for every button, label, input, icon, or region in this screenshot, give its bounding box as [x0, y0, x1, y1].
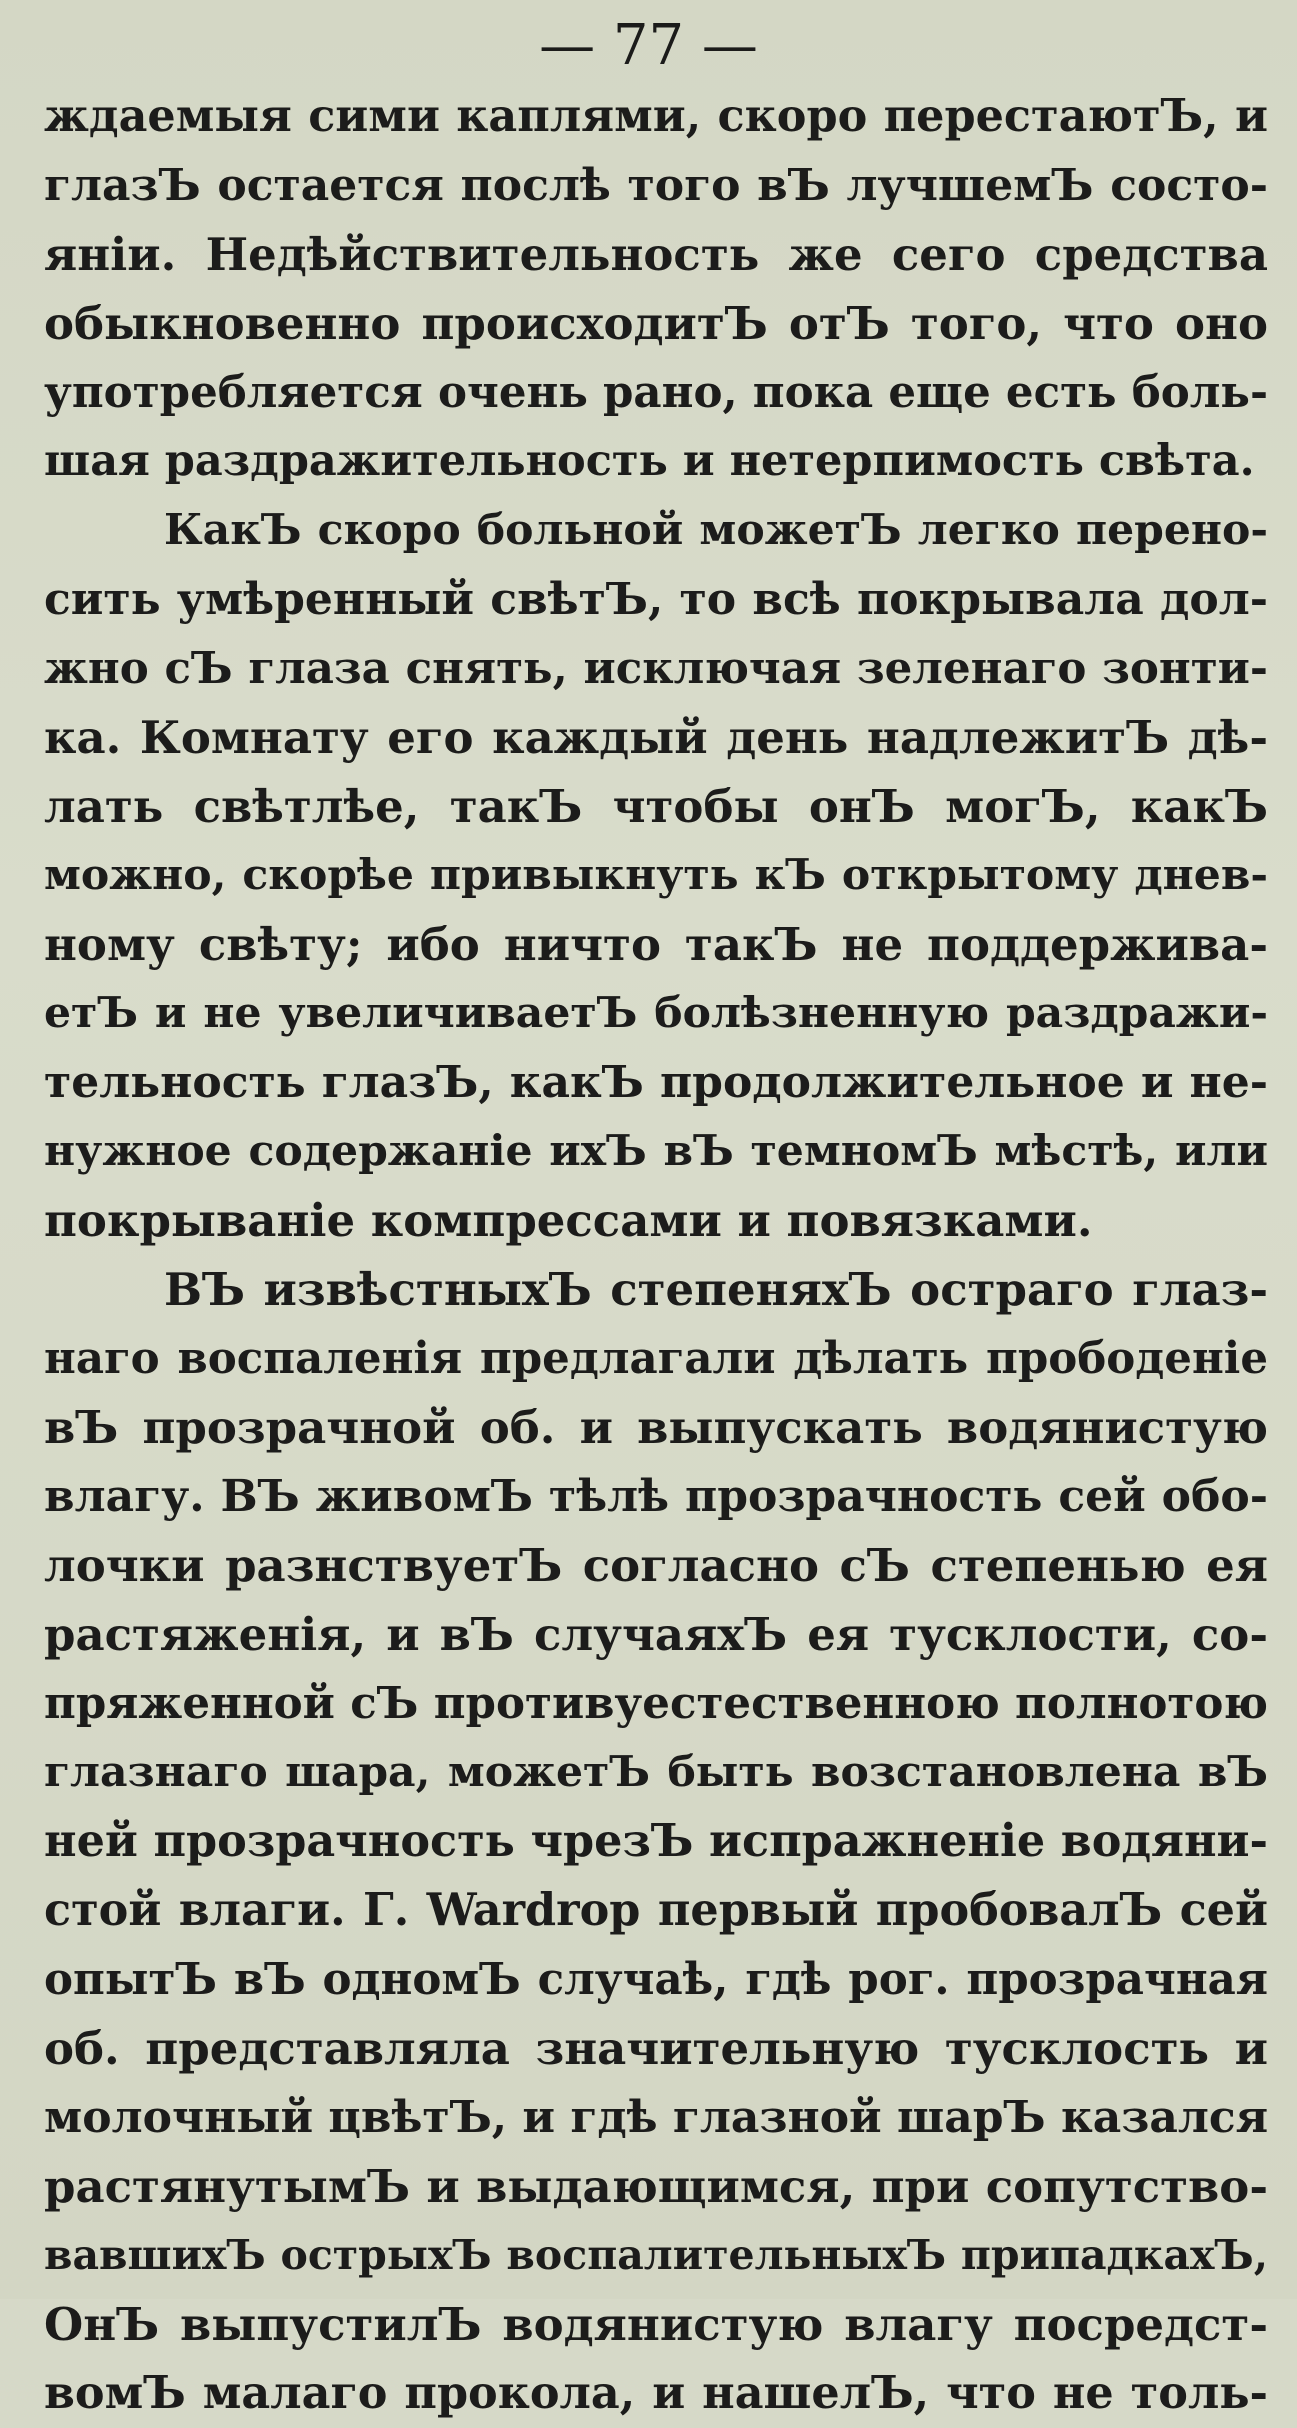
text-line: влагу. ВЪ живомЪ тѣлѣ прозрачность сей обо- [44, 1471, 1268, 1522]
text-line: ка. Комнату его каждый день надлежитЪ дѣ- [44, 711, 1268, 764]
text-line: пряженной сЪ противуестественною полнотою [44, 1678, 1268, 1729]
text-line: ВЪ извѣстныхЪ степеняхЪ остраго глаз- [164, 1263, 1268, 1316]
text-line: вомЪ малаго прокола, и нашелЪ, что не толь- [44, 2367, 1268, 2419]
text-line: употребляется очень рано, пока еще есть боль- [44, 367, 1268, 418]
text-line: шая раздражительность и нетерпимость свѣта. [44, 436, 1255, 486]
text-line: лочки разнствуетЪ согласно сЪ степенью ея [44, 1539, 1268, 1592]
text-line: лать свѣтлѣе, такЪ чтобы онЪ могЪ, какЪ [44, 780, 1268, 833]
text-line: глазЪ остается послѣ того вЪ лучшемЪ состо- [44, 160, 1268, 211]
text-line: КакЪ скоро больной можетЪ легко перено- [164, 505, 1268, 555]
text-line: тельность глазЪ, какЪ продолжительное и не- [44, 1057, 1268, 1108]
text-line: глазнаго шара, можетЪ быть возстановлена вЪ [44, 1747, 1268, 1797]
text-line: ждаемыя сими каплями, скоро перестаютЪ, и [44, 90, 1268, 142]
text-line: ней прозрачность чрезЪ испражненіе водяни- [44, 1815, 1268, 1867]
text-line: обыкновенно происходитЪ отЪ того, что оно [44, 297, 1268, 350]
text-line: ОнЪ выпустилЪ водянистую влагу посредст- [44, 2298, 1268, 2351]
text-line: яніи. Недѣйствительность же сего средства [44, 228, 1268, 281]
text-line: вавшихЪ острыхЪ воспалительныхЪ припадкахЪ, [44, 2231, 1268, 2279]
text-line: сить умѣренный свѣтЪ, то всѣ покрывала дол- [44, 574, 1268, 625]
text-line: об. представляла значительную тусклость и [44, 2022, 1268, 2075]
text-line: молочный цвѣтЪ, и гдѣ глазной шарЪ казался [44, 2092, 1268, 2143]
text-line: нужное содержаніе ихЪ вЪ темномЪ мѣстѣ, или [44, 1126, 1268, 1176]
text-line: растяженія, и вЪ случаяхЪ ея тусклости, со- [44, 1608, 1268, 1661]
text-line: опытЪ вЪ одномЪ случаѣ, гдѣ рог. прозрачная [44, 1954, 1268, 2005]
text-line: наго воспаленія предлагали дѣлать прободеніе [44, 1333, 1268, 1384]
text-line: етЪ и не увеличиваетЪ болѣзненную раздражи- [44, 988, 1268, 1038]
text-line: стой влаги. Г. Wardrop первый пробовалЪ сей [44, 1884, 1268, 1936]
page-number: — 77 — [539, 13, 758, 78]
text-line: растянутымЪ и выдающимся, при сопутство- [44, 2160, 1268, 2213]
text-line: можно, скорѣе привыкнуть кЪ открытому днев- [44, 850, 1268, 900]
text-line: вЪ прозрачной об. и выпускать водянистую [44, 1401, 1268, 1454]
text-line: ному свѣту; ибо ничто такЪ не поддержива- [44, 918, 1268, 971]
body-text [44, 82, 1268, 2428]
text-line: жно сЪ глаза снять, исключая зеленаго зонти- [44, 643, 1268, 694]
text-line: покрываніе компрессами и повязками. [44, 1194, 1093, 1247]
